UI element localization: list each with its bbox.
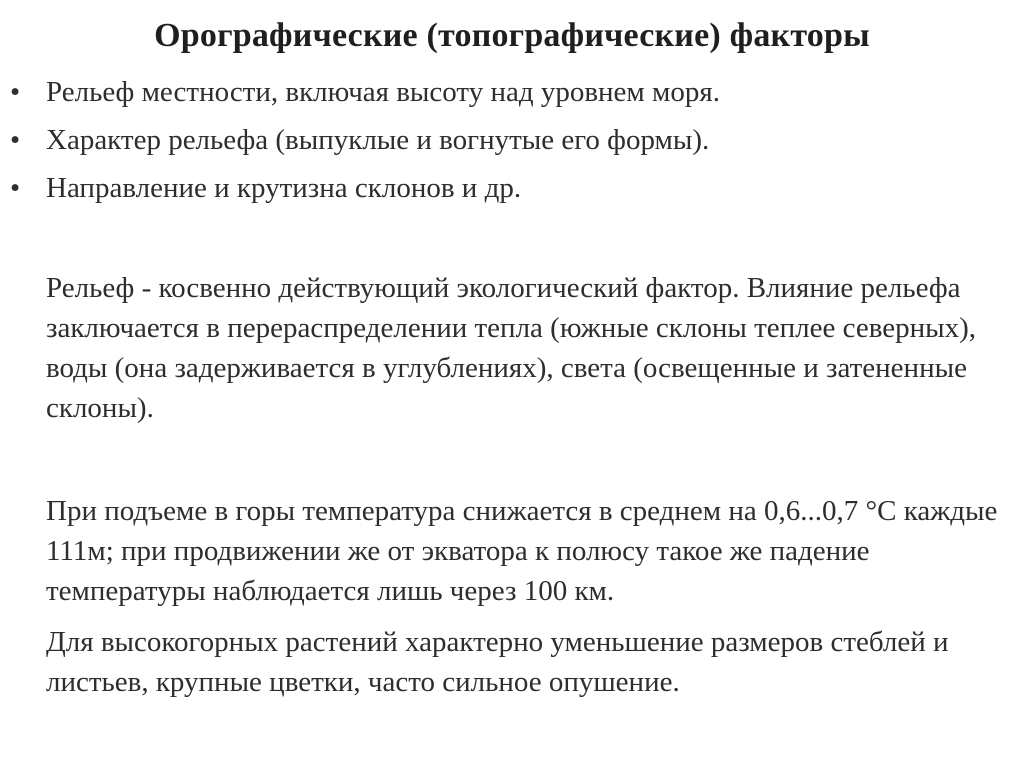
bullet-item (8, 122, 720, 170)
bullet-text: Рельеф местности, включая высоту над уровнем моря. (46, 76, 720, 108)
bullet-list (8, 74, 720, 218)
paragraph-temperature-altitude: При подъеме в горы температура снижается в среднем на 0,6...0,7 °С каждые 111м; при продвижении же от экватора к полюсу такое же падение температуры наблюдается лишь через 100 км. (46, 495, 998, 607)
paragraph-alpine-plants: Для высокогорных растений характерно уменьшение размеров стеблей и листьев, крупные цветки, часто сильное опушение. (46, 626, 949, 698)
bullet-marker: • (10, 124, 21, 156)
slide-title: Орографические (топографические) факторы (154, 17, 870, 54)
bullet-text: Направление и крутизна склонов и др. (46, 172, 522, 204)
bullet-item (8, 170, 720, 218)
bullet-marker: • (10, 76, 21, 108)
bullet-text: Характер рельефа (выпуклые и вогнутые его формы). (46, 124, 710, 156)
bullet-marker: • (10, 172, 21, 204)
bullet-item (8, 74, 720, 122)
paragraph-relief-influence: Рельеф - косвенно действующий экологический фактор. Влияние рельефа заключается в перераспределении тепла (южные склоны теплее северных), воды (она задерживается в углублениях), света (освещенные и затененные склоны). (46, 272, 977, 424)
